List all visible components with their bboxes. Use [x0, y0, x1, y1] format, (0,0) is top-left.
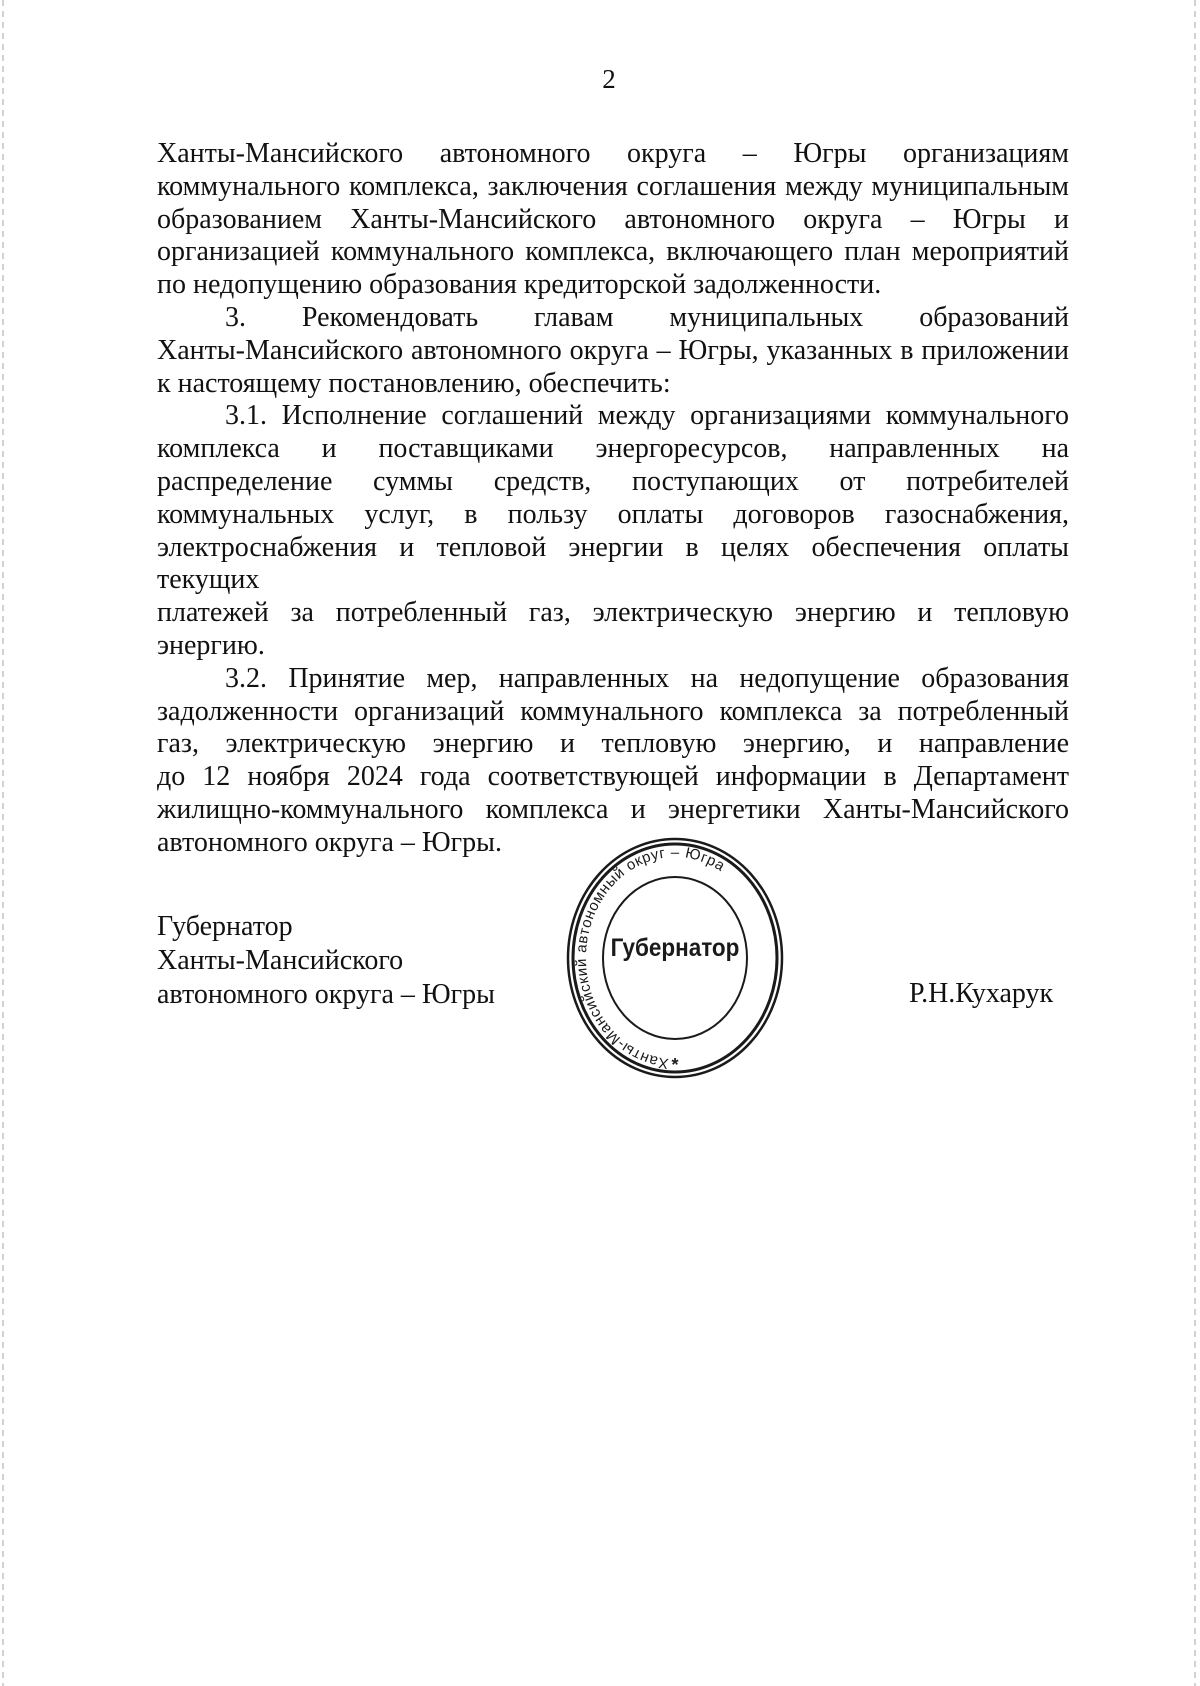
paragraph-continuation	[157, 138, 1069, 302]
signatory-name: Р.Н.Кухарук	[909, 978, 1054, 1009]
text-line: комплекса и поставщиками энергоресурсов, направленных на	[157, 433, 1069, 465]
text-line: распределение суммы средств, поступающих от потребителей	[157, 465, 1069, 497]
text-line: 3.2. Принятие мер, направленных на недопущение образования	[225, 662, 1069, 694]
text-line: Ханты-Мансийского автономного округа – Югры, указанных в приложении	[157, 334, 1069, 366]
text-line: электроснабжения и тепловой энергии в целях обеспечения оплаты текущих	[157, 531, 1069, 596]
text-line: 3. Рекомендовать главам муниципальных образований	[225, 301, 1069, 333]
paragraph-item-3-2	[157, 663, 1069, 860]
text-line: автономного округа – Югры.	[157, 826, 502, 858]
signatory-position-line: автономного округа – Югры	[157, 979, 495, 1010]
text-line: Ханты-Мансийского автономного округа – Югры организациям	[157, 138, 1069, 169]
signatory-position-line: Ханты-Мансийского	[157, 945, 404, 976]
paragraph-item-3	[157, 302, 1069, 400]
document-body	[157, 138, 1069, 860]
signatory-position	[157, 910, 495, 1012]
text-line: по недопущению образования кредиторской задолженности.	[157, 269, 882, 301]
text-line: платежей за потребленный газ, электрическую энергию и тепловую	[157, 597, 1069, 629]
text-line: коммунальных услуг, в пользу оплаты договоров газоснабжения,	[157, 498, 1069, 530]
seal-center-text: Губернатор	[610, 933, 740, 963]
text-line: газ, электрическую энергию и тепловую энергию, и направление	[157, 728, 1069, 760]
text-line: задолженности организаций коммунального комплекса за потребленный	[157, 695, 1069, 727]
scan-edge-right	[1194, 0, 1196, 1686]
text-line: образованием Ханты-Мансийского автономного округа – Югры и	[157, 203, 1069, 235]
page-number: 2	[602, 64, 616, 94]
text-line: к настоящему постановлению, обеспечить:	[157, 367, 671, 399]
scan-edge-left	[2, 0, 4, 1686]
paragraph-item-3-1	[157, 400, 1069, 662]
text-line: до 12 ноября 2024 года соответствующей информации в Департамент	[157, 761, 1069, 793]
official-seal	[564, 833, 786, 1079]
text-line: 3.1. Исполнение соглашений между организациями коммунального	[225, 400, 1069, 432]
text-line: коммунального комплекса, заключения соглашения между муниципальным	[157, 170, 1069, 202]
text-line: жилищно-коммунального комплекса и энергетики Ханты-Мансийского	[157, 793, 1069, 825]
text-line: организацией коммунального комплекса, включающего план мероприятий	[157, 236, 1069, 268]
seal-star: *	[671, 1055, 679, 1075]
signatory-position-line: Губернатор	[157, 911, 293, 942]
seal-ring-text: Ханты-Мансийский автономный округ – Югра	[572, 843, 729, 1072]
text-line: энергию.	[157, 629, 265, 661]
